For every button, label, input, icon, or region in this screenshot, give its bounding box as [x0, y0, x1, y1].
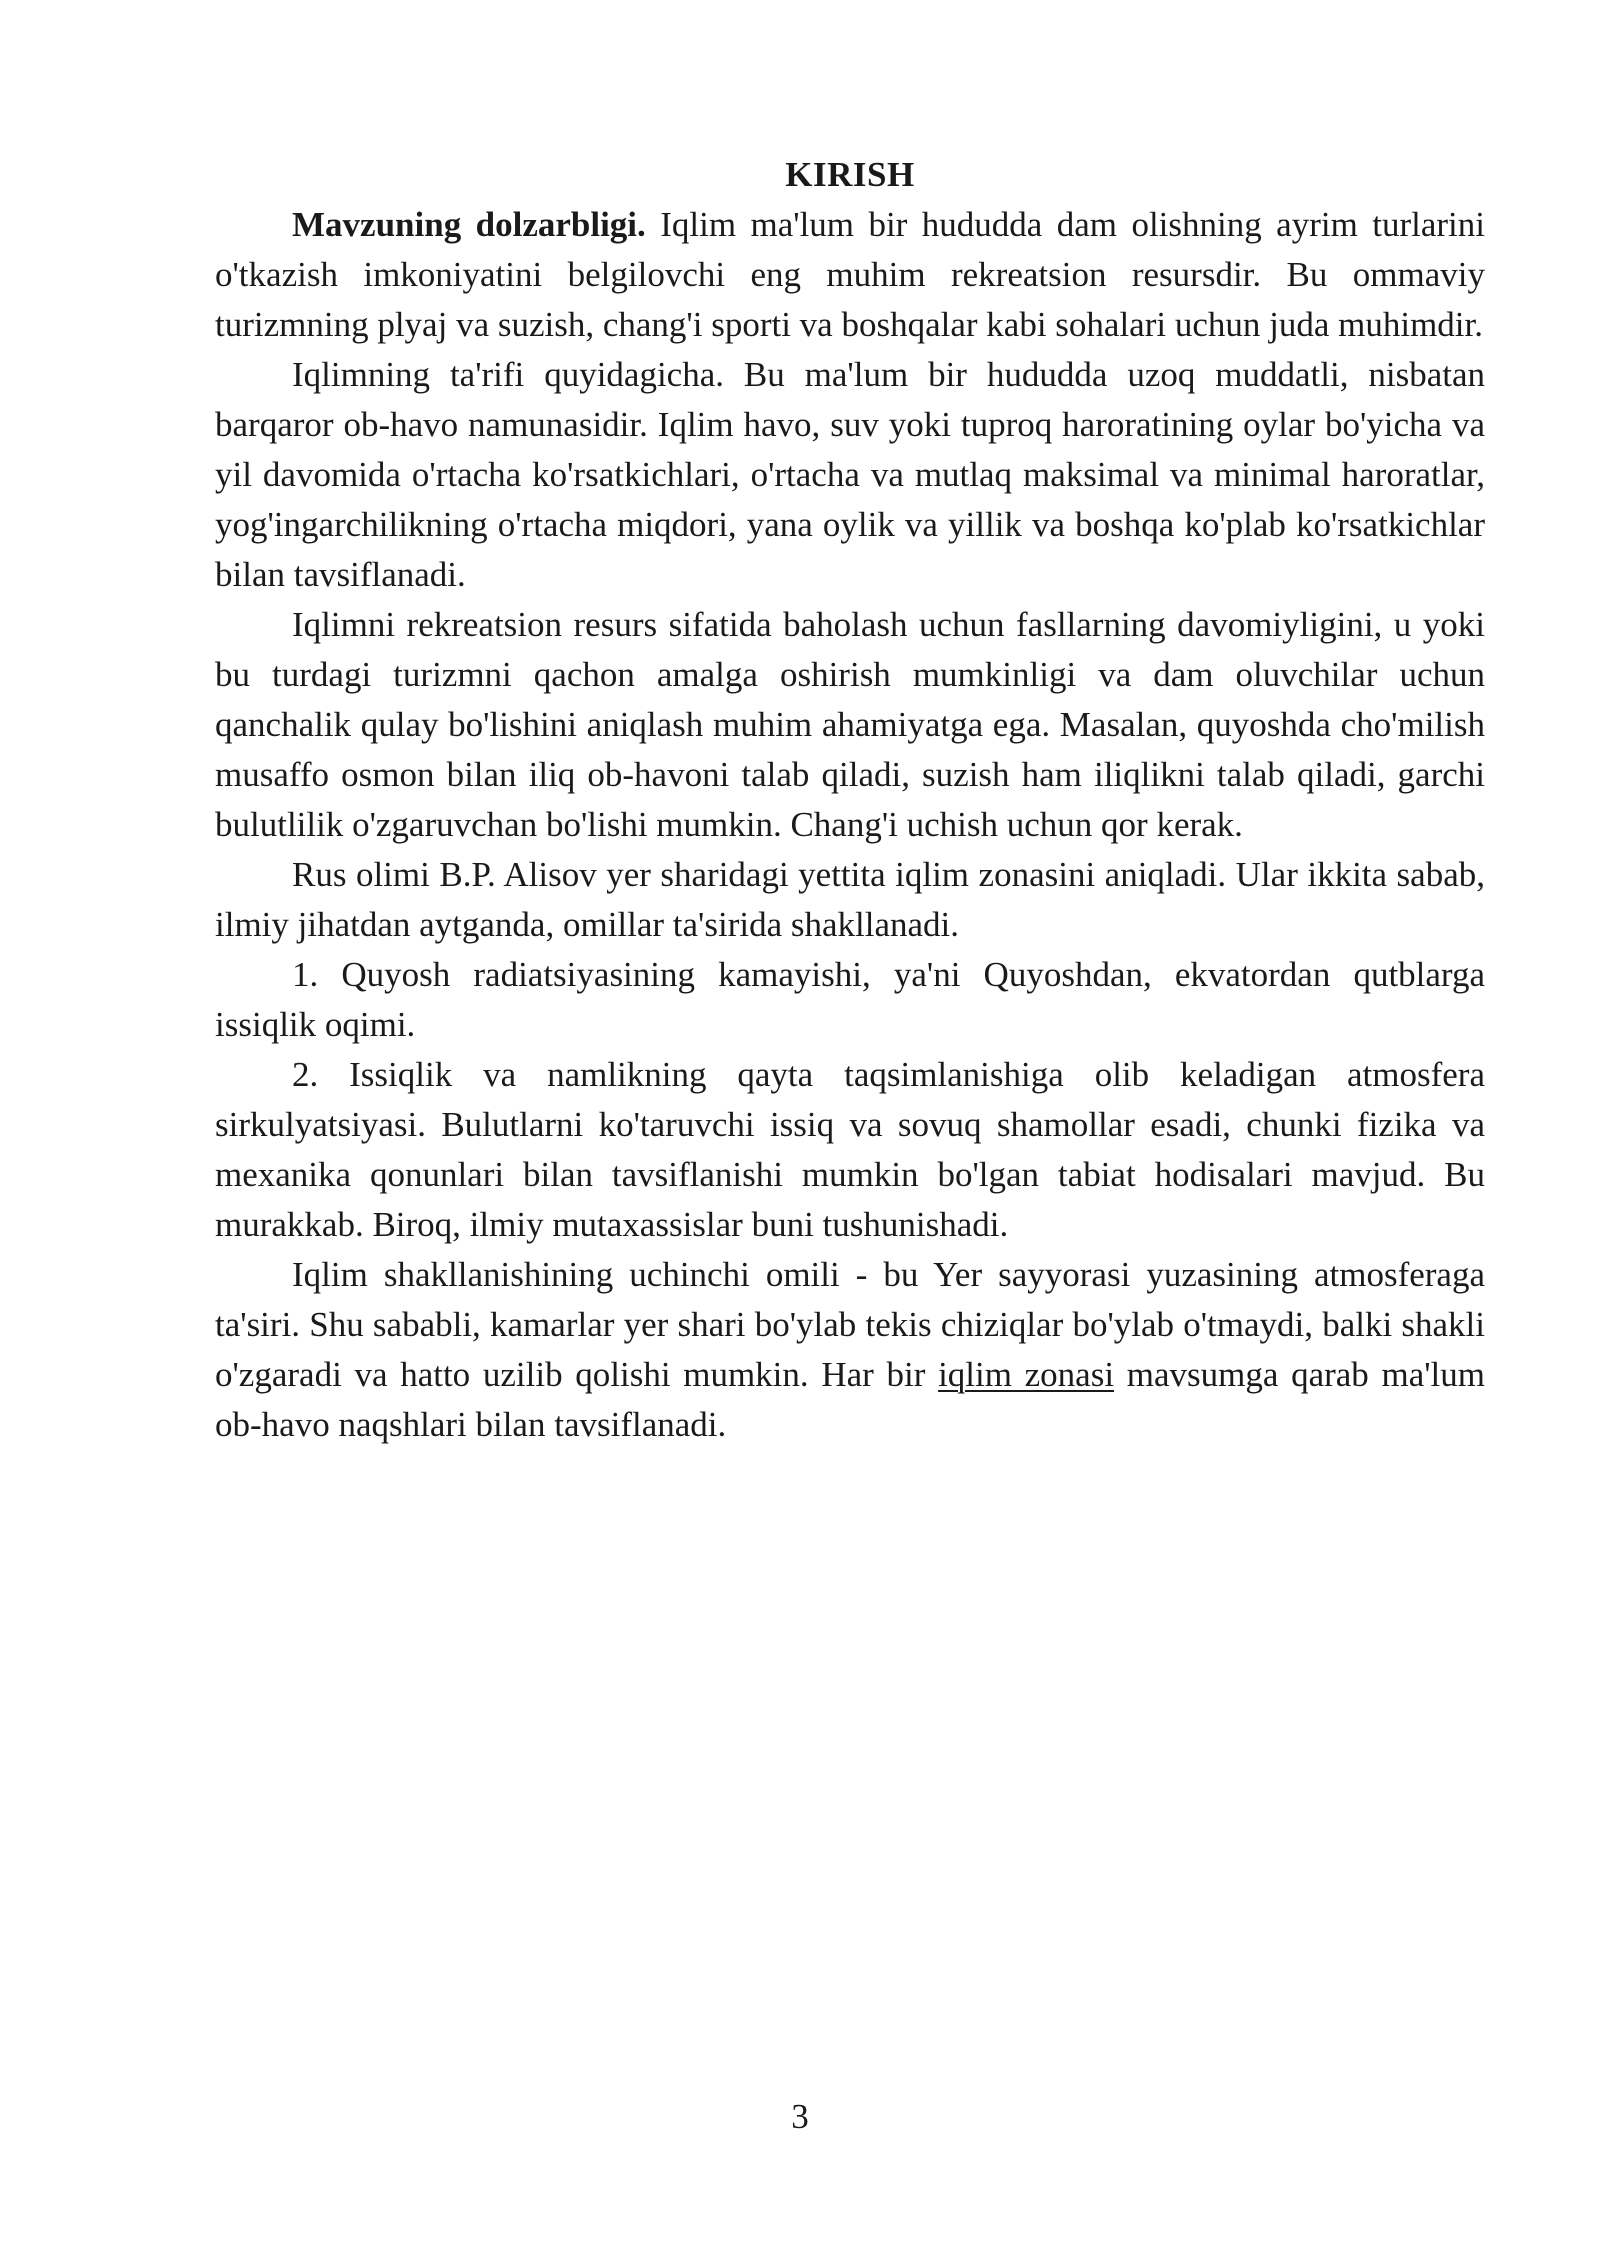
list-item-factor-1: 1. Quyosh radiatsiyasining kamayishi, ya'ni Quyoshdan, ekvatordan qutblarga issiqlik oqimi.: [215, 955, 1485, 1044]
paragraph-relevance: [215, 200, 1485, 350]
list-item-factor-2: 2. Issiqlik va namlikning qayta taqsimlanishiga olib keladigan atmosfera sirkulyatsiyasi. Bulutlarni ko'taruvchi issiq va sovuq shamollar esadi, chunki fizika va mexanika qonunlari bilan tavsiflanishi mumkin bo'lgan tabiat hodisalari mavjud. Bu murakkab. Biroq, ilmiy mutaxassislar buni tushunishadi.: [215, 1055, 1485, 1244]
document-page: [215, 150, 1485, 1450]
paragraph-third-factor: [215, 1250, 1485, 1450]
paragraph-climate-definition: Iqlimning ta'rifi quyidagicha. Bu ma'lum bir hududda uzoq muddatli, nisbatan barqaror ob-havo namunasidir. Iqlim havo, suv yoki tuproq haroratining oylar bo'yicha va yil davomida o'rtacha ko'rsatkichlari, o'rtacha va mutlaq maksimal va minimal haroratlar, yog'ingarchilikning o'rtacha miqdori, yana oylik va yillik va boshqa ko'plab ko'rsatkichlar bilan tavsiflanadi.: [215, 355, 1485, 594]
page-number: 3: [791, 2097, 809, 2136]
climate-zone-link[interactable]: iqlim zonasi: [938, 1355, 1115, 1394]
paragraph-alisov-zones: Rus olimi B.P. Alisov yer sharidagi yettita iqlim zonasini aniqladi. Ular ikkita sabab, ilmiy jihatdan aytganda, omillar ta'sirida shakllanadi.: [215, 855, 1485, 944]
paragraph-lead-heading: Mavzuning dolzarbligi.: [292, 205, 646, 244]
paragraph-text: Iqlim shakllanishining uchinchi omili - bu Yer sayyorasi yuzasining atmosferaga ta'siri. Shu sababli, kamarlar yer shari bo'ylab tekis chiziqlar bo'ylab o'tmaydi, balki shakli o'zgaradi va hatto uzilib qolishi mumkin. Har bir: [215, 1255, 1485, 1394]
paragraph-text: Iqlim ma'lum bir hududda dam olishning ayrim turlarini o'tkazish imkoniyatini belgilovchi eng muhim rekreatsion resursdir. Bu ommaviy turizmning plyaj va suzish, chang'i sporti va boshqalar kabi sohalari uchun juda muhimdir.: [215, 205, 1486, 344]
paragraph-text: mavsumga qarab ma'lum ob-havo naqshlari bilan tavsiflanadi.: [215, 1355, 1485, 1444]
paragraph-climate-assessment: Iqlimni rekreatsion resurs sifatida baholash uchun fasllarning davomiyligini, u yoki bu turdagi turizmni qachon amalga oshirish mumkinligi va dam oluvchilar uchun qanchalik qulay bo'lishini aniqlash muhim ahamiyatga ega. Masalan, quyoshda cho'milish musaffo osmon bilan iliq ob-havoni talab qiladi, suzish ham iliqlikni talab qiladi, garchi bulutlilik o'zgaruvchan bo'lishi mumkin. Chang'i uchish uchun qor kerak.: [215, 605, 1485, 844]
document-title: KIRISH: [785, 155, 915, 194]
